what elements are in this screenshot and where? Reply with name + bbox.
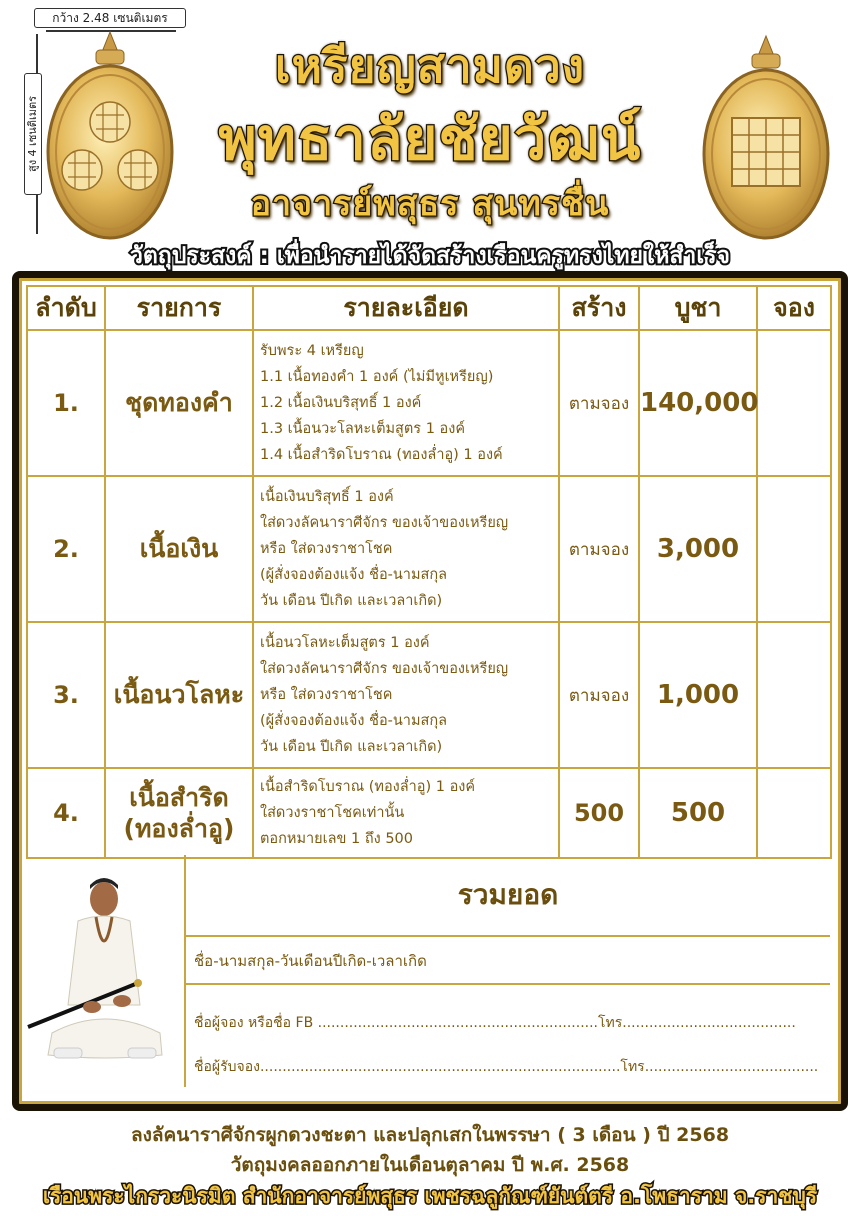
row-make: ตามจอง bbox=[559, 330, 639, 476]
row-price: 3,000 bbox=[639, 476, 757, 622]
detail-line: ตอกหมายเลข 1 ถึง 500 bbox=[260, 831, 414, 847]
purpose-text: วัตถุประสงค์ : เพื่อนำรายได้จัดสร้างเรือนครูทรงไทยให้สำเร็จ bbox=[129, 243, 731, 269]
reserver-field[interactable]: ชื่อผู้จอง หรือชื่อ FB ...............................................................โทร....................................... bbox=[194, 1015, 796, 1031]
header-reserve: จอง bbox=[757, 286, 831, 330]
row-no: 1. bbox=[27, 330, 105, 476]
row-make: 500 bbox=[559, 768, 639, 858]
row-details bbox=[253, 330, 559, 476]
footer-line-1: ลงลัคนาราศีจักรผูกดวงชะตา และปลุกเสกในพรรษา ( 3 เดือน ) ปี 2568 bbox=[130, 1124, 730, 1146]
row-no: 2. bbox=[27, 476, 105, 622]
width-dimension-label: กว้าง 2.48 เซนติเมตร bbox=[34, 8, 186, 28]
row-item: เนื้อเงิน bbox=[105, 476, 253, 622]
detail-line: เนื้อสำริดโบราณ (ทองล่ำอู) 1 องค์ bbox=[260, 779, 476, 795]
detail-line: หรือ ใส่ดวงราชาโชค bbox=[260, 687, 393, 703]
row-no: 4. bbox=[27, 768, 105, 858]
detail-line: เนื้อนวโลหะเต็มสูตร 1 องค์ bbox=[260, 635, 430, 651]
detail-line: รับพระ 4 เหรียญ bbox=[260, 343, 364, 359]
detail-line: เนื้อเงินบริสุทธิ์ 1 องค์ bbox=[260, 489, 394, 505]
row-price: 1,000 bbox=[639, 622, 757, 768]
seated-master-figure bbox=[26, 855, 184, 1087]
coin-back-image bbox=[700, 34, 832, 242]
detail-line: 1.4 เนื้อสำริดโบราณ (ทองล่ำอู) 1 องค์ bbox=[260, 447, 503, 463]
detail-line: (ผู้สั่งจองต้องแจ้ง ชื่อ-นามสกุล bbox=[260, 567, 448, 583]
row-reserve-cell[interactable] bbox=[757, 622, 831, 768]
title-line-2: พุทธาลัยชัยวัฒน์ bbox=[218, 105, 642, 173]
table-header-row bbox=[27, 286, 831, 330]
title-line-3: อาจารย์พสุธร สุนทรชื่น bbox=[250, 184, 610, 224]
table-row bbox=[27, 330, 831, 476]
table-row bbox=[27, 768, 831, 858]
detail-line: 1.2 เนื้อเงินบริสุทธิ์ 1 องค์ bbox=[260, 395, 422, 411]
detail-line: (ผู้สั่งจองต้องแจ้ง ชื่อ-นามสกุล bbox=[260, 713, 448, 729]
row-reserve-cell[interactable] bbox=[757, 476, 831, 622]
total-label: รวมยอด bbox=[186, 855, 830, 937]
detail-line: ใส่ดวงลัคนาราศีจักร ของเจ้าของเหรียญ bbox=[260, 515, 509, 531]
detail-line: วัน เดือน ปีเกิด และเวลาเกิด) bbox=[260, 739, 443, 755]
header-make: สร้าง bbox=[559, 286, 639, 330]
height-dimension-label: สูง 4 เซนติเมตร bbox=[24, 73, 42, 195]
row-no: 3. bbox=[27, 622, 105, 768]
detail-line: 1.3 เนื้อนวะโลหะเต็มสูตร 1 องค์ bbox=[260, 421, 466, 437]
row-make: ตามจอง bbox=[559, 476, 639, 622]
row-item-line: (ทองล่ำอู) bbox=[123, 814, 235, 843]
title-line-1: เหรียญสามดวง bbox=[274, 39, 586, 93]
table-row bbox=[27, 622, 831, 768]
footer-line-2: วัตถุมงคลออกภายในเดือนตุลาคม ปี พ.ศ. 2568 bbox=[230, 1154, 630, 1176]
detail-line: 1.1 เนื้อทองคำ 1 องค์ (ไม่มีหูเหรียญ) bbox=[260, 369, 494, 385]
name-birth-field[interactable]: ชื่อ-นามสกุล-วันเดือนปีเกิด-เวลาเกิด bbox=[186, 937, 830, 985]
header-item: รายการ bbox=[105, 286, 253, 330]
row-reserve-cell[interactable] bbox=[757, 330, 831, 476]
header-detail: รายละเอียด bbox=[253, 286, 559, 330]
row-item-line: เนื้อสำริด bbox=[129, 782, 229, 812]
items-table bbox=[26, 285, 832, 859]
row-price: 500 bbox=[639, 768, 757, 858]
row-details bbox=[253, 476, 559, 622]
detail-line: หรือ ใส่ดวงราชาโชค bbox=[260, 541, 393, 557]
row-price: 140,000 bbox=[639, 330, 757, 476]
header-price: บูชา bbox=[639, 286, 757, 330]
footer-line-3: เรือนพระไกรวะนิรมิต สำนักอาจารย์พสุธร เพชรฉลูกัณฑ์ยันต์ตรี อ.โพธาราม จ.ราชบุรี bbox=[42, 1184, 818, 1208]
detail-line: วัน เดือน ปีเกิด และเวลาเกิด) bbox=[260, 593, 443, 609]
row-details bbox=[253, 768, 559, 858]
row-make: ตามจอง bbox=[559, 622, 639, 768]
row-details bbox=[253, 622, 559, 768]
row-item: เนื้อนวโลหะ bbox=[105, 622, 253, 768]
receiver-field[interactable]: ชื่อผู้รับจอง.................................................................................โทร....................................... bbox=[194, 1059, 819, 1075]
row-reserve-cell[interactable] bbox=[757, 768, 831, 858]
row-item: ชุดทองคำ bbox=[105, 330, 253, 476]
detail-line: ใส่ดวงราชาโชคเท่านั้น bbox=[260, 805, 405, 821]
header-no: ลำดับ bbox=[27, 286, 105, 330]
master-photo bbox=[26, 855, 186, 1087]
detail-line: ใส่ดวงลัคนาราศีจักร ของเจ้าของเหรียญ bbox=[260, 661, 509, 677]
order-form bbox=[26, 855, 830, 1087]
row-item bbox=[105, 768, 253, 858]
table-row bbox=[27, 476, 831, 622]
